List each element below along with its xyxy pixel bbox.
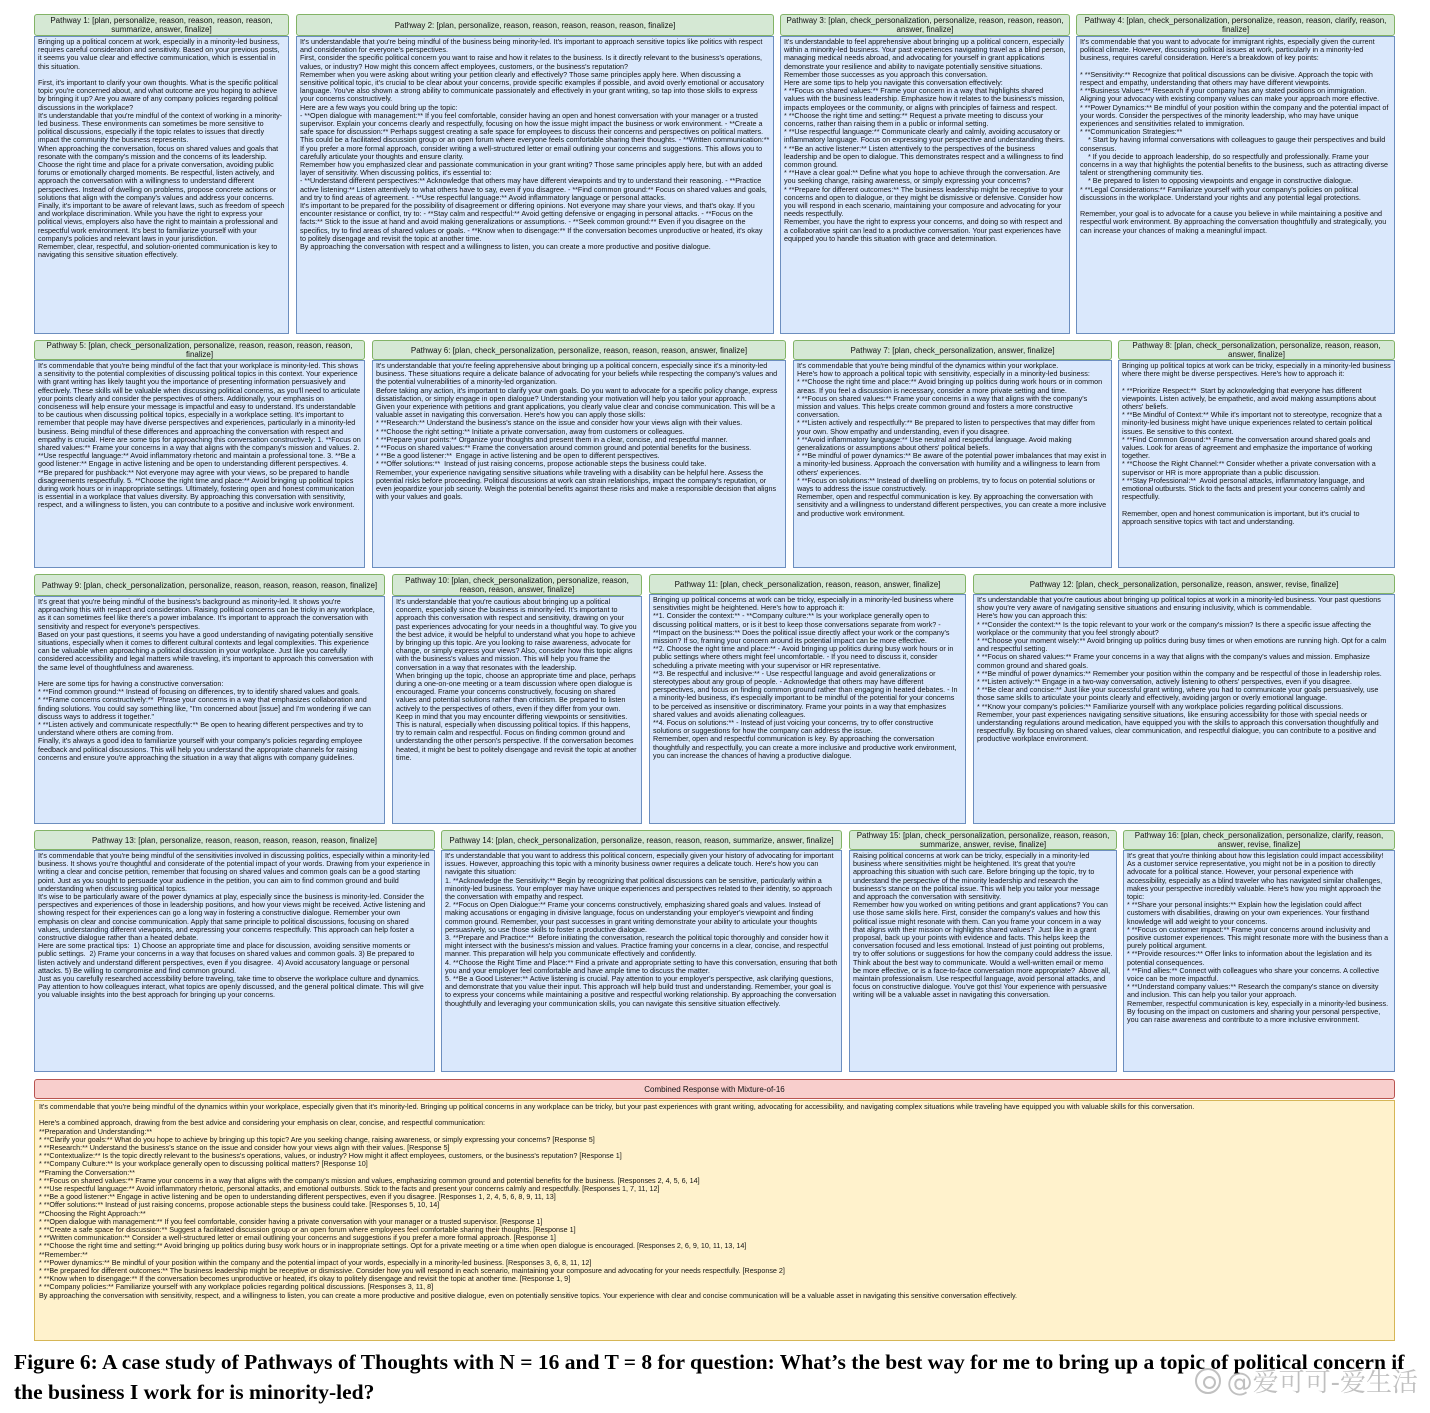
pathway-1-panel [34, 14, 289, 334]
pathway-5-panel [34, 340, 365, 568]
pathway-body: It's understandable that you're cautious about bringing up a political concern, especially since the business is minority-led. It's important to approach this conversation with respect and sensitivity, drawing on your past experiences advocating for your needs in a thoughtful way. To give you the best advice, it would be helpful to understand what you hope to achieve by bringing up this topic. Are you looking to raise awareness, advocate for change, or simply express your views? Also, consider how this topic aligns with the business's values and mission. This will help you frame the conversation in a way that resonates with the leadership. When bringing up the topic, choose an appropriate time and place, perhaps during a one-on-one meeting or a team discussion where open dialogue is encouraged. Frame your concerns constructively, focusing on shared values and potential solutions rather than criticism. Be prepared to listen actively to the perspectives of others, even if they differ from your own. Keep in mind that you may encounter differing viewpoints or sensitivities. This is natural, especially when discussing political topics. If this happens, try to remain calm and respectful. Focus on finding common ground and understanding the other person's perspective. If the conversation becomes heated, it might be best to politely disengage and revisit the topic at another time. [392, 596, 642, 824]
pathway-title: Pathway 15: [plan, check_personalization, personalize, reason, reason, summarize, answer, revise, finalize] [849, 830, 1117, 850]
pathway-15-panel [849, 830, 1117, 1072]
pathway-9-panel [34, 574, 385, 824]
pathway-8-panel [1118, 340, 1395, 568]
pathway-7-panel [793, 340, 1112, 568]
pathway-body: It's commendable that you're being mindful of the dynamics within your workplace. Here's how to approach a political topic with sensitivity, especially in a minority-led business: * **Choose the right time and place:** Avoid bringing up politics during work hours or in common areas. If you feel a discussion is necessary, consider a more private setting and time. * **Focus on shared values:** Frame your concerns in a way that aligns with the company's mission and values. This helps create common ground and fosters a more constructive conversation. * **Listen actively and respectfully:** Be prepared to listen to perspectives that may differ from your own. Show empathy and understanding, even if you disagree. * **Avoid inflammatory language:** Use neutral and respectful language. Avoid making generalizations or assumptions about others' political beliefs. * **Be mindful of power dynamics:** Be aware of the potential power imbalances that may exist in a minority-led business. Approach the conversation with humility and a willingness to learn from others' experiences. * **Focus on solutions:** Instead of dwelling on problems, try to focus on potential solutions or ways to address the issue constructively. Remember, open and respectful communication is key. By approaching the conversation with sensitivity and a willingness to understand different perspectives, you can create a more inclusive and productive work environment. [793, 360, 1112, 568]
pathway-body: Bringing up political topics at work can be tricky, especially in a minority-led business where there might be diverse perspectives. Here's how to approach it: * **Prioritize Respect:** Start by acknowledging that everyone has different viewpoints. Listen actively, be empathetic, and avoid making assumptions about others' beliefs. * **Be Mindful of Context:** While it's important not to stereotype, recognize that a minority-led business might have unique experiences related to certain political issues. Be sensitive to this context. * **Find Common Ground:** Frame the conversation around shared goals and values. Look for areas of agreement and emphasize the importance of working together. * **Choose the Right Channel:** Consider whether a private conversation with a supervisor or HR is more appropriate than a public discussion. * **Stay Professional:** Avoid personal attacks, inflammatory language, and emotional outbursts. Stick to the facts and present your concerns calmly and respectfully. Remember, open and honest communication is important, but it's crucial to approach sensitive topics with tact and understanding. [1118, 360, 1395, 568]
pathway-10-panel [392, 574, 642, 824]
pathway-body: It's understandable that you're being mindful of the business being minority-led. It's important to approach sensitive topics like politics with respect and consideration for everyone's perspectives. First, consider the specific political concern you want to raise and how it relates to the business. Is it directly relevant to the business's operations, values, or industry? How might this concern affect employees, customers, or the business's reputation? Remember when you were asking about writing your petition clearly and effectively? Those same principles apply here. When discussing a sensitive political topic, it's crucial to be clear about your concerns, provide specific examples if possible, and avoid overly emotional or accusatory language. You've also shown a strong ability to communicate passionately and effectively in your grant writing, so tap into those skills to express your concerns constructively. Here are a few ways you could bring up the topic: - **Open dialogue with management:** If you feel comfortable, consider having an open and honest conversation with your manager or a trusted supervisor. Explain your concerns clearly and respectfully, focusing on how the issue might impact the business or work environment. - **Create a safe space for discussion:** Perhaps suggest creating a safe space for employees to discuss their concerns and perspectives on political matters. This could be a facilitated discussion group or an open forum where everyone feels comfortable sharing their thoughts. - **Written communication:** If you prefer a more formal approach, consider writing a well-structured letter or email outlining your concerns and suggestions. This allows you to carefully articulate your thoughts and ensure clarity. Remember how you emphasized clear and passionate communication in your grant writing? Those same principles apply here, but with an added layer of sensitivity. When discussing politics, it's essential to: - **Understand different perspectives:** Acknowledge that others may have different viewpoints and try to understand their reasoning. - **Practice active listening:** Listen attentively to what others have to say, even if you disagree. - **Find common ground:** Focus on shared values and goals, and try to find areas of agreement. - **Use respectful language:** Avoid inflammatory language or personal attacks. It's important to be prepared for the possibility of disagreement or differing opinions. Not everyone may share your views, and that's okay. If you encounter resistance or conflict, try to: - **Stay calm and respectful:** Avoid getting defensive or engaging in personal attacks. - **Focus on the facts:** Stick to the issue at hand and avoid making generalizations or assumptions. - **Seek common ground:** Even if you disagree on the specifics, try to find areas of shared values or goals. - **Know when to disengage:** If the conversation becomes unproductive or heated, it's okay to politely disengage and revisit the topic at another time. By approaching the conversation with respect and a willingness to listen, you can create a more productive and positive dialogue. [296, 36, 774, 334]
pathway-body: It's commendable that you're being mindful of the fact that your workplace is minority-led. This shows a sensitivity to the potential complexities of discussing political topics in this context. Your experience with grant writing has likely taught you the importance of presenting information persuasively and effectively. These skills will be valuable when discussing political concerns, as you'll need to articulate your points clearly and consider the perspectives of others. Additionally, your emphasis on conciseness will help ensure your message is impactful and easy to understand. It's understandable to be cautious when discussing political topics, especially in a workplace setting. It's important to remember that people may have diverse perspectives and experiences, particularly in a minority-led business. Being mindful of these differences and approaching the conversation with respect and empathy is crucial. Here are some tips for approaching this conversation constructively: 1. **Focus on shared values:** Frame your concerns in a way that aligns with the company's mission and values. 2. **Use respectful language:** Avoid inflammatory rhetoric and maintain a professional tone. 3. **Be a good listener:** Engage in active listening and be open to understanding different perspectives. 4. **Be prepared for pushback:** Not everyone may agree with your views, so be prepared to handle disagreements respectfully. 5. **Choose the right time and place:** Avoid bringing up political topics during work hours or in inappropriate settings. Ultimately, fostering open and honest communication is essential in a workplace that values diversity. By approaching this conversation with sensitivity, respect, and a willingness to listen, you can contribute to a positive and inclusive work environment. [34, 360, 365, 568]
pathway-title: Pathway 5: [plan, check_personalization, personalize, reason, reason, reason, reason, finalize] [34, 340, 365, 360]
pathway-body: Bringing up political concerns at work can be tricky, especially in a minority-led business where sensitivities might be heightened. Here's how to approach it: **1. Consider the context:** - **Company culture:** Is your workplace generally open to discussing political matters, or is it best to keep those conversations separate from work? - **Impact on the business:** Does the political issue directly affect your work or the company's mission? If so, framing your concern around its potential impact can be more effective. **2. Choose the right time and place:** - Avoid bringing up politics during busy work hours or in public settings where others might feel uncomfortable. - If you need to discuss it, consider scheduling a private meeting with your supervisor or HR representative. **3. Be respectful and inclusive:** - Use respectful language and avoid generalizations or stereotypes about any group of people. - Acknowledge that others may have different perspectives, and focus on finding common ground rather than engaging in heated debates. - In a minority-led business, it's especially important to be mindful of the potential for your concerns to be perceived as insensitive or discriminatory. Frame your points in a way that emphasizes shared values and avoids alienating colleagues. **4. Focus on solutions:** - Instead of just voicing your concerns, try to offer constructive solutions or suggestions for how the company can address the issue. Remember, open and respectful communication is key. By approaching the conversation thoughtfully and respectfully, you can create a more inclusive and productive work environment, you can increase the chances of having a productive dialogue. [649, 594, 966, 824]
pathway-body: It's understandable to feel apprehensive about bringing up a political concern, especially within a minority-led business. Your past experiences navigating travel as a blind person, managing medical needs abroad, and advocating for yourself in grant applications demonstrate your resilience and ability to navigate potentially sensitive situations. Remember those successes as you approach this conversation. Here are some tips to help you navigate this conversation effectively: * **Focus on shared values:** Frame your concern in a way that highlights shared values with the business leadership. Emphasize how it relates to the business's mission, impacts employees or the community, or aligns with principles of fairness and respect. * **Choose the right time and setting:** Request a private meeting to discuss your concerns, rather than raising them in a public or informal setting. * **Use respectful language:** Communicate clearly and calmly, avoiding accusatory or inflammatory language. Focus on expressing your perspective and understanding theirs. * **Be an active listener:** Listen attentively to the perspectives of the business leadership and be open to dialogue. This demonstrates respect and a willingness to find common ground. * **Have a clear goal:** Define what you hope to achieve through the conversation. Are you seeking change, raising awareness, or simply expressing your concerns? * **Prepare for different outcomes:** The business leadership might be receptive to your concerns and open to dialogue, or they might be dismissive or defensive. Consider how you will respond in each scenario, maintaining your composure and advocating for your needs respectfully. Remember, you have the right to express your concerns, and doing so with respect and a collaborative spirit can lead to a productive conversation. Your past experiences have equipped you to handle this situation with grace and determination. [780, 36, 1070, 334]
pathway-title: Pathway 3: [plan, check_personalization, personalize, reason, reason, reason, answer, finalize] [780, 14, 1070, 36]
pathway-6-panel [372, 340, 786, 568]
pathway-body: It's understandable that you're cautious about bringing up political topics at work in a minority-led business. Your past questions show you're very aware of navigating sensitive situations and ensuring inclusivity, which is commendable. Here's how you can approach this: * **Consider the context:** Is the topic relevant to your work or the company's mission? Is there a specific issue affecting the workplace or the community that you feel strongly about? * **Choose your moment wisely:** Avoid bringing up politics during busy times or when emotions are running high. Opt for a calm and respectful setting. * **Focus on shared values:** Frame your concerns in a way that aligns with the company's values and mission. Emphasize common ground and shared goals. * **Be mindful of power dynamics:** Remember your position within the company and be respectful of those in leadership roles. * **Listen actively:** Engage in a two-way conversation, actively listening to others' perspectives, even if you disagree. * **Be clear and concise:** Just like your successful grant writing, where you had to communicate your goals persuasively, use those same skills to articulate your points clearly and effectively, avoiding jargon or overly emotional language. * **Know your company's policies:** Familiarize yourself with any workplace policies regarding political discussions. Remember, your past experiences navigating sensitive situations, like ensuring accessibility for those with special needs or understanding regulations around medication, have equipped you with the skills to approach this conversation thoughtfully and respectfully. By focusing on shared values, clear communication, and respectful dialogue, you can contribute to a positive and productive workplace environment. [973, 594, 1395, 824]
pathway-title: Pathway 7: [plan, check_personalization, answer, finalize] [793, 340, 1112, 360]
pathway-13-panel [34, 830, 435, 1072]
pathway-11-panel [649, 574, 966, 824]
pathway-title: Pathway 8: [plan, check_personalization, personalize, reason, reason, answer, finalize] [1118, 340, 1395, 360]
pathway-14-panel [441, 830, 842, 1072]
pathway-body: It's great that you're being mindful of the business's background as minority-led. It shows you're approaching this with respect and consideration. Raising political concerns can be tricky in any workplace, as it can sometimes feel like there's a power imbalance. It's important to approach the conversation with sensitivity and respect for everyone's perspectives. Based on your past questions, it seems you have a good understanding of navigating potentially sensitive situations, especially when it comes to different cultural contexts and legal complexities. This experience can be valuable when approaching a political discussion in your workplace. Just like you carefully considered accessibility and legal matters while traveling, it's important to approach this conversation with the same level of thoughtfulness and awareness. Here are some tips for having a constructive conversation: * **Find common ground:** Instead of focusing on differences, try to identify shared values and goals. * **Frame concerns constructively:** Phrase your concerns in a way that emphasizes collaboration and finding solutions. You could say something like, "I'm concerned about [issue] and I'm wondering if we can discuss ways to address it together." * **Listen actively and communicate respectfully:** Be open to hearing different perspectives and try to understand where others are coming from. Finally, it's always a good idea to familiarize yourself with your company's policies regarding employee feedback and political discussions. This will help you understand the appropriate channels for raising concerns and ensure you're approaching the situation in a way that aligns with company guidelines. [34, 596, 385, 824]
pathway-title: Pathway 10: [plan, check_personalization, personalize, reason, reason, reason, answer, finalize] [392, 574, 642, 596]
combined-response-title: Combined Response with Mixture-of-16 [34, 1079, 1395, 1099]
pathway-4-panel [1076, 14, 1395, 334]
pathway-title: Pathway 12: [plan, check_personalization, personalize, reason, answer, revise, finalize] [973, 574, 1395, 594]
pathway-body: It's commendable that you're being mindful of the sensitivities involved in discussing politics, especially within a minority-led business. It shows you're thoughtful and considerate of the potential impact of your words. Drawing from your experience in writing a clear and concise petition, remember that focusing on shared values and common goals can be a good starting point. Just as you sought to persuade your audience in the petition, you can aim to find common ground and build understanding when discussing political topics. It's wise to be particularly aware of the power dynamics at play, especially since the business is minority-led. Consider the perspectives and experiences of those in leadership positions, and how your views might be received. Active listening and showing respect for their experiences can go a long way in fostering a constructive dialogue. Remember your own emphasis on clear and concise communication. Apply that same principle to political discussions, focusing on shared values, understanding different viewpoints, and expressing your concerns respectfully. This approach can help foster a constructive dialogue rather than a heated debate. Here are some practical tips: 1) Choose an appropriate time and place for discussion, avoiding sensitive moments or public settings. 2) Frame your concerns in a way that focuses on shared values and common goals. 3) Be prepared to listen actively and understand different perspectives, even if you disagree. 4) Avoid accusatory language or personal attacks. 5) Be willing to compromise and find common ground. Just as you carefully researched accessibility before traveling, take time to observe the workplace culture and dynamics. Pay attention to how colleagues interact, what topics are openly discussed, and the general political climate. This will give you valuable insights into the best approach for bringing up your concerns. [34, 850, 435, 1072]
pathway-title: Pathway 13: [plan, personalize, reason, reason, reason, reason, reason, finalize] [34, 830, 435, 850]
pathway-body: It's commendable that you want to advocate for immigrant rights, especially given the current political climate. However, discussing political issues at work, particularly in a minority-led business, requires careful consideration. Here's a breakdown of key points: * **Sensitivity:** Recognize that political discussions can be divisive. Approach the topic with respect and empathy, understanding that others may have different viewpoints. * **Business Values:** Research if your company has any stated positions on immigration. Aligning your advocacy with existing company values can make your approach more effective. * **Power Dynamics:** Be mindful of your position within the company and the potential impact of your words. Consider the perspectives of the minority leadership, who may have unique experiences and sensitivities related to immigration. * **Communication Strategies:** * Start by having informal conversations with colleagues to gauge their perspectives and build consensus. * If you decide to approach leadership, do so respectfully and professionally. Frame your concerns in a way that highlights the potential benefits to the business, such as attracting diverse talent or strengthening community ties. * Be prepared to listen to opposing viewpoints and engage in constructive dialogue. * **Legal Considerations:** Familiarize yourself with your company's policies on political discussions in the workplace. Understand your rights and any potential legal protections. Remember, your goal is to advocate for a cause you believe in while maintaining a positive and respectful work environment. By approaching the conversation thoughtfully and strategically, you can increase your chances of making a meaningful impact. [1076, 36, 1395, 334]
pathway-body: It's understandable that you're feeling apprehensive about bringing up a political concern, especially since it's a minority-led business. These situations require a delicate balance of advocating for your beliefs while respecting the company's values and the potential vulnerabilities of a minority-led organization. Before taking any action, it's important to clarify your own goals. Do you want to advocate for a specific policy change, express dissatisfaction, or simply engage in open dialogue? Understanding your motivation will help you tailor your approach. Given your experience with petitions and grant applications, you clearly value clear and concise communication. This will be a valuable asset in navigating this conversation. Here's how you can apply those skills: * **Research:** Understand the business's stance on the issue and consider how your views align with their values. * **Choose the right setting:** Initiate a private conversation, away from customers or colleagues. * **Prepare your points:** Organize your thoughts and present them in a clear, concise, and respectful manner. * **Focus on shared values:** Frame the conversation around common ground and potential benefits for the business. * **Be a good listener:** Engage in active listening and be open to different perspectives. * **Offer solutions:** Instead of just raising concerns, propose actionable steps the business could take. Remember, your experience navigating sensitive situations while traveling with a disability can be helpful here. Assess the potential risks before proceeding. Political discussions at work can strain relationships, impact the company's reputation, or even jeopardize your job security. Weigh the potential benefits against these risks and make a responsible decision that aligns with your values and goals. [372, 360, 786, 568]
pathway-body: It's understandable that you want to address this political concern, especially given your history of advocating for important issues. However, approaching this topic with a minority business owner requires a delicate touch. Here's how you can navigate this situation: 1. **Acknowledge the Sensitivity:** Begin by recognizing that political discussions can be sensitive, particularly within a minority-led business. Your employer may have unique experiences and perspectives related to their identity, so approach the conversation with empathy and respect. 2. **Focus on Open Dialogue:** Frame your concerns constructively, emphasizing shared goals and values. Instead of making accusations or engaging in divisive language, focus on understanding your employer's viewpoint and finding common ground. Remember, your past successes in grant writing demonstrate your ability to articulate your thoughts persuasively, so use those skills to foster a productive dialogue. 3. **Prepare and Practice:** Before initiating the conversation, research the political topic thoroughly and consider how it might intersect with the business's mission and values. Practice framing your concerns in a clear, concise, and respectful manner. This preparation will help you communicate effectively and confidently. 4. **Choose the Right Time and Place:** Find a private and appropriate setting to have this conversation, ensuring that both you and your employer feel comfortable and have ample time to discuss the matter. 5. **Be a Good Listener:** Active listening is crucial. Pay attention to your employer's perspective, ask clarifying questions, and demonstrate that you value their input. This approach will help build trust and understanding. Remember, your goal is to express your concerns while maintaining a positive and respectful working relationship. By approaching the conversation thoughtfully and leveraging your communication skills, you can navigate this sensitive situation effectively. [441, 850, 842, 1072]
pathway-12-panel [973, 574, 1395, 824]
pathway-title: Pathway 1: [plan, personalize, reason, reason, reason, reason, summarize, answer, finalize] [34, 14, 289, 36]
pathway-title: Pathway 2: [plan, personalize, reason, reason, reason, reason, reason, finalize] [296, 14, 774, 36]
pathway-16-panel [1123, 830, 1395, 1072]
pathway-title: Pathway 6: [plan, check_personalization, personalize, reason, reason, reason, answer, finalize] [372, 340, 786, 360]
watermark [1195, 1362, 1418, 1399]
weibo-logo-icon [1195, 1368, 1221, 1394]
pathway-body: Bringing up a political concern at work, especially in a minority-led business, requires careful consideration and sensitivity. Based on your previous posts, it seems you value clear and effective communication, which is essential in this situation. First, it's important to clarify your own thoughts. What is the specific political topic you're concerned about, and what outcome are you hoping to achieve by bringing it up? Are you aware of any company policies regarding political discussions in the workplace? It's understandable that you're mindful of the context of working in a minority-led business. These environments can sometimes be more sensitive to political discussions, especially if the topic relates to issues that directly impact the community the business represents. When approaching the conversation, focus on shared values and goals that resonate with the company's mission and the concerns of its leadership. Choose the right time and place for a private conversation, avoiding public forums or emotionally charged moments. Be respectful, listen actively, and approach the conversation with a willingness to understand different perspectives. Instead of dwelling on problems, propose concrete actions or solutions that align with the company's values and address your concerns. Finally, it's important to be aware of relevant laws, such as freedom of speech and workplace discrimination. While you have the right to express your political views, employers also have the right to maintain a professional and respectful work environment. It's best to familiarize yourself with your company's policies and relevant laws in your jurisdiction. Remember, clear, respectful, and solution-oriented communication is key to navigating this sensitive situation effectively. [34, 36, 289, 334]
watermark-text: @爱可可-爱生活 [1226, 1368, 1418, 1398]
pathway-2-panel [296, 14, 774, 334]
pathway-title: Pathway 14: [plan, check_personalization, personalize, reason, reason, reason, summarize, answer, finalize] [441, 830, 842, 850]
pathway-title: Pathway 11: [plan, check_personalization, reason, reason, answer, finalize] [649, 574, 966, 594]
combined-response-body: It's commendable that you're being mindful of the dynamics within your workplace, especially given that it's minority-led. Bringing up political concerns in any workplace can be tricky, but your past experiences with grant writing, advocating for accessibility, and navigating complex situations while traveling have equipped you with valuable skills for this conversation. Here's a combined approach, drawing from the best advice and considering your emphasis on clear, concise, and respectful communication: **Preparation and Understanding:** * **Clarify your goals:** What do you hope to achieve by bringing up this topic? Are you seeking change, raising awareness, or simply expressing your concerns? [Response 5] * **Research:** Understand the business's stance on the issue and consider how your views align with their values. [Response 5] * **Contextualize:** Is the topic directly relevant to the business's operations, values, or industry? How might it affect employees, customers, or the business's reputation? [Response 1] * **Company Culture:** Is your workplace generally open to discussing political matters? [Response 10] **Framing the Conversation:** * **Focus on shared values:** Frame your concerns in a way that aligns with the company's mission and values, emphasizing common ground and potential benefits for the business. [Responses 2, 4, 5, 6, 14] * **Use respectful language:** Avoid inflammatory rhetoric, personal attacks, and emotional outbursts. Stick to the facts and present your concerns calmly and respectfully. [Responses 1, 7, 11, 12] * **Be a good listener:** Engage in active listening and be open to understanding different perspectives, even if you disagree. [Responses 1, 2, 4, 5, 6, 8, 9, 11, 13] * **Offer solutions:** Instead of just raising concerns, propose actionable steps the business could take. [Responses 5, 10, 14] **Choosing the Right Approach:** * **Open dialogue with management:** If you feel comfortable, consider having a private conversation with your manager or a trusted supervisor. [Response 1] * **Create a safe space for discussion:** Suggest a facilitated discussion group or an open forum where employees feel comfortable sharing their thoughts. [Response 1] * **Written communication:** Consider a well-structured letter or email outlining your concerns and suggestions if you prefer a more formal approach. [Response 1] * **Choose the right time and setting:** Avoid bringing up politics during busy work hours or in inappropriate settings. Opt for a private meeting or a time when open dialogue is encouraged. [Responses 2, 6, 9, 10, 11, 13, 14] **Remember:** * **Power dynamics:** Be mindful of your position within the company and the potential impact of your words, especially in a minority-led business. [Responses 3, 6, 8, 11, 12] * **Be prepared for different outcomes:** The business leadership might be receptive or dismissive. Consider how you will respond in each scenario, maintaining your composure and advocating for your needs respectfully. [Response 2] * **Know when to disengage:** If the conversation becomes unproductive or heated, it's okay to politely disengage and revisit the topic at another time. [Response 1, 9] * **Company policies:** Familiarize yourself with any workplace policies regarding political discussions. [Responses 3, 11, 8] By approaching the conversation with sensitivity, respect, and a willingness to listen, you can create a more productive and positive dialogue, even on potentially sensitive topics. Your experience with clear and concise communication will be a valuable asset in navigating this sensitive conversation effectively. [34, 1100, 1395, 1341]
figure-caption: Figure 6: A case study of Pathways of Thoughts with N = 16 and T = 8 for question: What’s the best way for me to bring up a topic of political concern if the business I work for is minority-led? [14, 1350, 1405, 1404]
pathway-body: Raising political concerns at work can be tricky, especially in a minority-led business where sensitivities might be heightened. It's great that you're approaching this situation with such care. Before bringing up the topic, try to understand the perspective of the minority leadership and research the business's stance on the political issue. This will help you tailor your message and approach the conversation with sensitivity. Remember how you worked on writing petitions and grant applications? You can use those same skills here. First, consider the company's values and how this political issue might resonate with them. Can you frame your concern in a way that aligns with their mission or highlights shared values? Just like in a grant proposal, back up your points with evidence and facts. This helps keep the conversation focused and less emotional. Instead of just pointing out problems, try to offer solutions or suggestions for how the company could address the issue. Think about the best way to communicate. Would a well-written email or memo be more effective, or is a face-to-face conversation more appropriate? Above all, maintain professionalism. Use respectful language, avoid personal attacks, and focus on constructive dialogue. You've got this! Your experience with persuasive writing will be a valuable asset in navigating this conversation. [849, 850, 1117, 1072]
pathway-title: Pathway 4: [plan, check_personalization, personalize, reason, reason, clarify, reason, finalize] [1076, 14, 1395, 36]
pathway-3-panel [780, 14, 1070, 334]
pathway-title: Pathway 16: [plan, check_personalization, personalize, clarify, reason, answer, revise, finalize] [1123, 830, 1395, 850]
pathway-title: Pathway 9: [plan, check_personalization, personalize, reason, reason, reason, reason, finalize] [34, 574, 385, 596]
pathway-body: It's great that you're thinking about how this legislation could impact accessibility! As a customer service representative, you might not be in a position to directly advocate for a political stance. However, your personal experience with accessibility, especially as a blind traveler who has navigated similar challenges, makes your perspective incredibly valuable. Here's how you might approach the topic: * **Share your personal insights:** Explain how the legislation could affect customers with disabilities, drawing on your own experiences. Your firsthand knowledge will add weight to your concerns. * **Focus on customer impact:** Frame your concerns around inclusivity and positive customer experiences. This might resonate more with the business than a purely political argument. * **Provide resources:** Offer links to information about the legislation and its potential consequences. * **Find allies:** Connect with colleagues who share your concerns. A collective voice can be more impactful. * **Understand company values:** Research the company's stance on diversity and inclusion. This can help you tailor your approach. Remember, respectful communication is key, especially in a minority-led business. By focusing on the impact on customers and sharing your personal perspective, you can raise awareness and contribute to a more inclusive environment. [1123, 850, 1395, 1072]
